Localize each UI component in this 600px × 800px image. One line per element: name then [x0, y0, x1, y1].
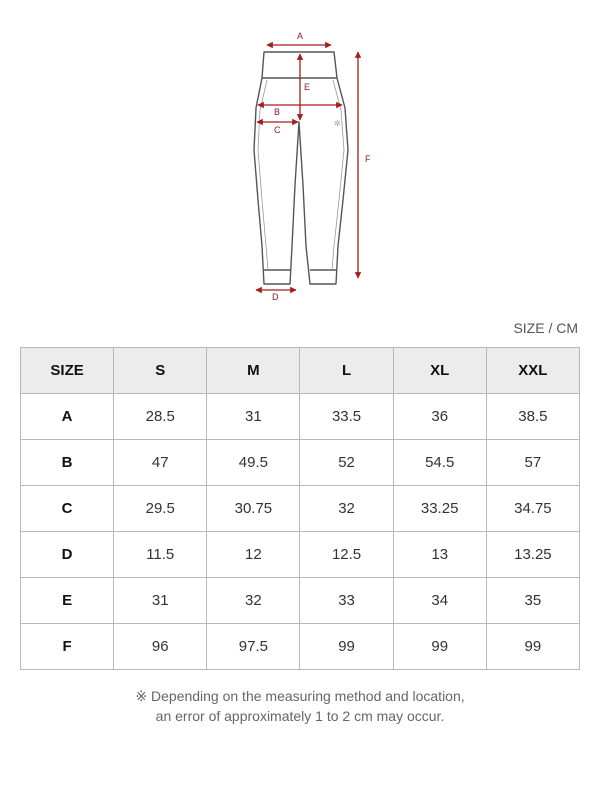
note-line-2: an error of approximately 1 to 2 cm may occur.: [155, 708, 445, 724]
table-row: [21, 532, 580, 578]
header-cell: L: [300, 348, 393, 394]
table-cell: 11.5: [114, 532, 207, 578]
table-cell: 13.25: [486, 532, 579, 578]
table-cell: 36: [393, 394, 486, 440]
table-header-row: [21, 348, 580, 394]
size-chart-table: [20, 347, 580, 670]
table-cell: 47: [114, 440, 207, 486]
table-cell: 30.75: [207, 486, 300, 532]
table-row: [21, 486, 580, 532]
table-row: [21, 624, 580, 670]
row-label: C: [21, 486, 114, 532]
measurement-note: [0, 686, 600, 726]
table-cell: 57: [486, 440, 579, 486]
table-cell: 99: [486, 624, 579, 670]
row-label: D: [21, 532, 114, 578]
table-cell: 54.5: [393, 440, 486, 486]
header-cell: XXL: [486, 348, 579, 394]
table-cell: 29.5: [114, 486, 207, 532]
row-label: F: [21, 624, 114, 670]
pants-outline-inner: [258, 80, 344, 270]
table-cell: 33: [300, 578, 393, 624]
note-line-1: ※ Depending on the measuring method and location,: [135, 688, 465, 704]
table-cell: 52: [300, 440, 393, 486]
table-row: [21, 440, 580, 486]
table-cell: 33.5: [300, 394, 393, 440]
row-label: E: [21, 578, 114, 624]
table-cell: 49.5: [207, 440, 300, 486]
table-cell: 99: [300, 624, 393, 670]
table-cell: 99: [393, 624, 486, 670]
table-cell: 31: [207, 394, 300, 440]
table-cell: 32: [300, 486, 393, 532]
table-cell: 31: [114, 578, 207, 624]
header-cell: M: [207, 348, 300, 394]
label-d: D: [272, 292, 279, 302]
table-cell: 35: [486, 578, 579, 624]
table-cell: 32: [207, 578, 300, 624]
table-cell: 97.5: [207, 624, 300, 670]
unit-label: SIZE / CM: [513, 320, 578, 336]
logo-mark: ✲: [334, 119, 341, 128]
table-cell: 12: [207, 532, 300, 578]
table-row: [21, 394, 580, 440]
label-c: C: [274, 125, 281, 135]
header-cell: SIZE: [21, 348, 114, 394]
table-cell: 96: [114, 624, 207, 670]
label-f: F: [365, 154, 371, 164]
label-b: B: [274, 107, 281, 117]
table-cell: 12.5: [300, 532, 393, 578]
table-cell: 34: [393, 578, 486, 624]
table-cell: 38.5: [486, 394, 579, 440]
table-cell: 34.75: [486, 486, 579, 532]
pants-measurement-diagram: [0, 0, 600, 310]
header-cell: XL: [393, 348, 486, 394]
row-label: B: [21, 440, 114, 486]
table-row: [21, 578, 580, 624]
label-a: A: [297, 31, 304, 41]
table-cell: 13: [393, 532, 486, 578]
table-cell: 28.5: [114, 394, 207, 440]
header-cell: S: [114, 348, 207, 394]
table-cell: 33.25: [393, 486, 486, 532]
row-label: A: [21, 394, 114, 440]
label-e: E: [304, 82, 311, 92]
